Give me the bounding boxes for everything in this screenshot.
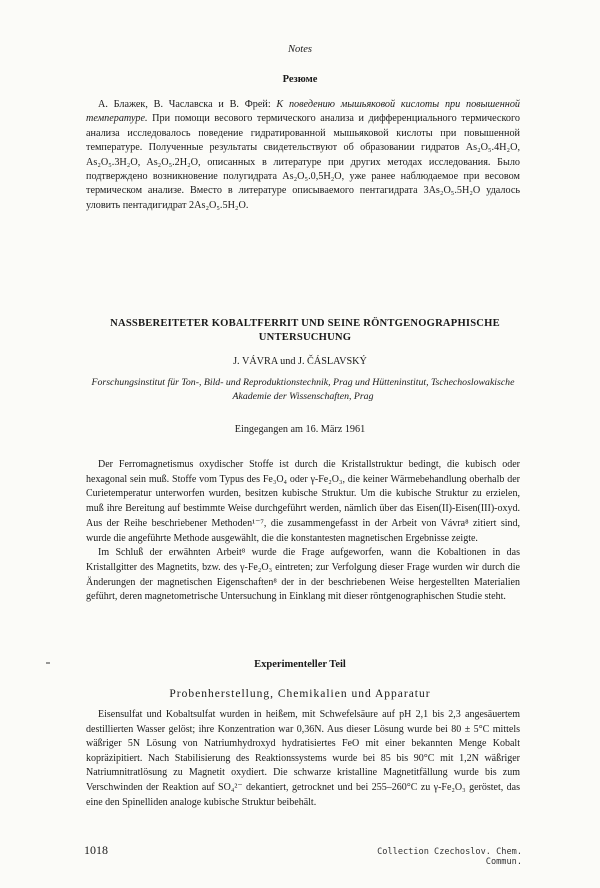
article-title: NASSBEREITETER KOBALTFERRIT UND SEINE RÖNTGENOGRAPHISCHE UNTERSUCHUNG bbox=[110, 318, 500, 343]
resume-body: При помощи весового термического анализа и дифференциального термического анализа исследовалось поведение гидратированной мышьяковой кислоты при повышенной температуре. Полученные результаты свидетельствуют об образовании гидратов As₂O₅.4H₂O, As₂O₅.3H₂O, As₂O₅.2H₂O, описанных в литературе при других методах исследования. Было подтверждено возникновение полугидрата As₂O₅.0,5H₂O, уже ранее наблюдаемое при весовом термическом анализе. Вместо в литературе описываемого пентагидрата 3As₂O₅.5H₂O удалось уловить пентадигидрат 2As₂O₅.5H₂O. bbox=[86, 113, 520, 211]
resume-article-title: К поведению мышьяковой кислоты при повышенной температуре. bbox=[86, 99, 521, 125]
resume-authors: А. Блажек, В. Чаславска и В. Фрей: bbox=[98, 99, 271, 110]
received-date: Eingegangen am 16. März 1961 bbox=[234, 424, 366, 435]
intro-paragraph-2: Im Schluß der erwähnten Arbeit⁸ wurde die Frage aufgeworfen, wann die Kobaltionen in das Kristallgitter des Magnetits, bzw. des γ-Fe₂O₃ eintreten; zur Verfolgung dieser Frage wurden wir durch die Änderungen der magnetischen Eigenschaften⁸ der in der beschriebenen Weise hergestellten Materialien geführt, deren magnetometrische Untersuchung in Einklang mit dieser röntgenographischen Studie steht. bbox=[86, 547, 520, 603]
subsection-heading: Probenherstellung, Chemikalien und Apparatur bbox=[169, 688, 431, 700]
page-number: 1018 bbox=[84, 843, 108, 857]
running-head: Notes bbox=[288, 44, 312, 55]
article-affiliation: Forschungsinstitut für Ton-, Bild- und Reproduktionstechnik, Prag und Hütteninstitut, Tschechoslowakische Akademie der Wissenschaften, Prag bbox=[91, 377, 515, 402]
introduction-text bbox=[86, 458, 520, 605]
methods-text bbox=[86, 708, 520, 810]
resume-paragraph bbox=[86, 98, 520, 213]
methods-paragraph-1: Eisensulfat und Kobaltsulfat wurden in heißem, mit Schwefelsäure auf pH 2,1 bis 2,3 angesäuertem destillierten Wasser gelöst; ihre Konzentration war 0,36N. Aus dieser Lösung wurde bei 80 ± 5°C mittels wäßriger 5N Lösung von Natriumhydroxyd hydratisiertes FeO mit einer bekannten Menge Kobalt kopräzipitiert. Nach Stabilisierung des Reaktionssystems wurde bei 85 bis 90°C mit 1,2N wäßriger Natriumnitratlösung zu Magnetit oxydiert. Die schwarze kristalline Magnetitfällung wurde bis zum Verschwinden der Reaktion auf SO₄²⁻ dekantiert, getrocknet und bei 255–260°C zu γ-Fe₂O₃ geröstet, das eine den Spinelliden analoge kubische Struktur beibehält. bbox=[86, 709, 520, 808]
resume-heading: Резюме bbox=[282, 74, 318, 85]
section-heading: Experimenteller Teil bbox=[254, 659, 346, 670]
intro-paragraph-1: Der Ferromagnetismus oxydischer Stoffe ist durch die Kristallstruktur bedingt, die kubisch oder hexagonal sein muß. Stoffe vom Typus des Fe₃O₄ oder γ-Fe₂O₃, die keiner Wärmebehandlung oberhalb der Curietemperatur unterworfen wurden, besitzen kubische Struktur. Um die kubische Struktur zu erzielen, muß ihre Bereitung auf bestimmte Weise durchgeführt werden, nämlich über das Eisen(II)-Eisen(III)-oxyd. Aus der Reihe beschriebener Methoden¹⁻⁷, die zusammengefasst in der Arbeit von Vávra⁸ zitiert sind, wurde die angeführte Methode ausgewählt, die die konstantesten magnetischen Ergebnisse zeigte. bbox=[86, 459, 520, 544]
article-authors: J. VÁVRA und J. ČÁSLAVSKÝ bbox=[233, 356, 367, 367]
resume-abstract bbox=[86, 98, 520, 213]
journal-footer: Collection Czechoslov. Chem. Commun. bbox=[377, 847, 522, 867]
